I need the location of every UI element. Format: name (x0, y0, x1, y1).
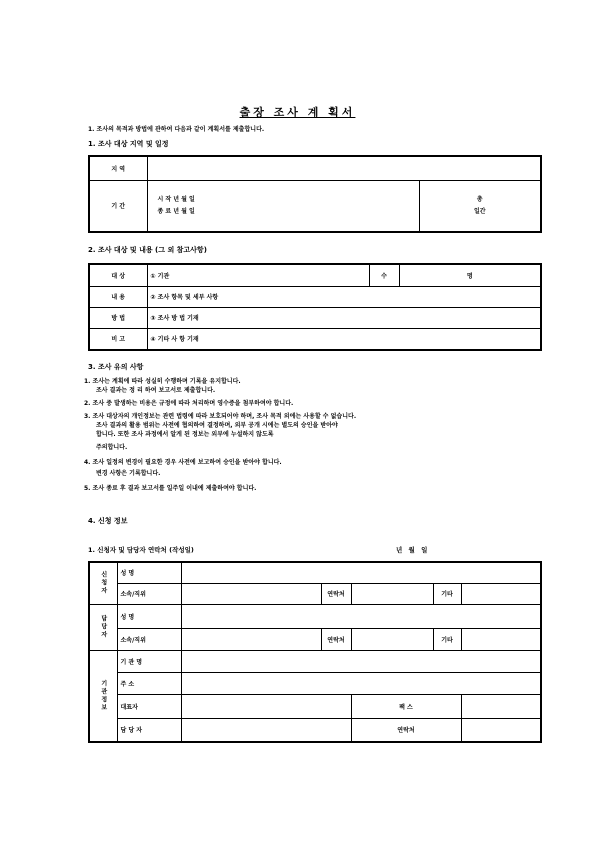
s1-total-line1: 총 (476, 195, 483, 203)
s1-total-line2: 일간 (473, 207, 486, 215)
g1-group-label: 신청자 (89, 562, 117, 604)
section-3-heading: 3. 조사 유의 사항 (88, 363, 144, 371)
s1-label-b: 기 간 (89, 180, 147, 232)
s1-period-cell[interactable] (147, 180, 419, 232)
g3-fax-value[interactable] (461, 694, 541, 718)
g3-tel-label: 연락처 (351, 718, 461, 742)
s2-row4-label: 비 고 (89, 328, 147, 350)
g3-fax-label: 팩 스 (351, 694, 461, 718)
g1-row1-value[interactable] (181, 562, 541, 583)
note-3: 3. 조사 대상자의 개인정보는 관련 법령에 따라 보호되어야 하며, 조사 목적 외에는 사용할 수 없습니다. (84, 413, 357, 420)
g3-row4-value[interactable] (181, 718, 351, 742)
g2-row1-label: 성 명 (117, 604, 181, 628)
g3-row4-label: 담 당 자 (117, 718, 181, 742)
g1-row1-label: 성 명 (117, 562, 181, 583)
s1-period-line1: 시 작 년 월 일 (157, 195, 195, 203)
g1-etc-value[interactable] (461, 583, 541, 604)
s2-row1-value2[interactable]: 명 (399, 264, 541, 286)
g1-row2-label: 소속/직위 (117, 583, 181, 604)
g2-tel-value[interactable] (351, 628, 433, 650)
s2-row2-value[interactable]: ② 조사 항목 및 세부 사항 (147, 286, 541, 307)
s2-row1-label: 대 상 (89, 264, 147, 286)
g3-row1-label: 기 관 명 (117, 650, 181, 672)
section-4-heading: 4. 신청 정보 (88, 517, 128, 525)
g3-row3-label: 대표자 (117, 694, 181, 718)
section-2-heading: 2. 조사 대상 및 내용 (그 외 참고사항) (88, 246, 207, 254)
note-3b: 조사 결과의 활용 범위는 사전에 협의하여 결정하며, 외부 공개 시에는 별도의 승인을 받아야 (96, 422, 338, 429)
g2-row1-value[interactable] (181, 604, 541, 628)
note-1b: 조사 결과는 정 리 하여 보고서로 제출합니다. (96, 387, 216, 394)
g3-row2-label: 주 소 (117, 672, 181, 694)
s2-row2-label: 내 용 (89, 286, 147, 307)
note-1: 1. 조사는 계획에 따라 성실히 수행하며 기록을 유지합니다. (84, 378, 241, 385)
g3-row3-value[interactable] (181, 694, 351, 718)
section-1-heading: 1. 조사 대상 지역 및 일정 (88, 140, 169, 148)
section-1-table (88, 155, 542, 233)
s2-row3-value[interactable]: ③ 조사 방 법 기재 (147, 307, 541, 328)
g2-etc-label: 기타 (433, 628, 461, 650)
s1-label-a: 지 역 (89, 156, 147, 180)
note-5: 5. 조사 종료 후 결과 보고서를 일주일 이내에 제출하여야 합니다. (84, 485, 257, 492)
g2-tel-label: 연락처 (321, 628, 351, 650)
document-title: 출장 조사 계 획서 (239, 106, 356, 119)
s2-row1-label2: 수 (369, 264, 399, 286)
g3-row2-value[interactable] (181, 672, 541, 694)
note-3d: 주의합니다. (96, 444, 128, 451)
g2-row2-label: 소속/직위 (117, 628, 181, 650)
g2-etc-value[interactable] (461, 628, 541, 650)
intro-text: 1. 조사의 목적과 방법에 관하여 다음과 같이 계획서를 제출합니다. (88, 126, 265, 133)
note-4: 4. 조사 일정의 변경이 필요한 경우 사전에 보고하여 승인을 받아야 합니다. (84, 459, 282, 466)
g2-group-label: 담당자 (89, 604, 117, 650)
note-3c: 합니다. 또한 조사 과정에서 알게 된 정보는 외부에 누설하지 않도록 (96, 431, 274, 438)
section-2-table (88, 263, 542, 351)
section-4-subheading: 1. 신청자 및 담당자 연락처 (작성일) (88, 546, 194, 554)
g3-group-label: 기관정보 (89, 650, 117, 742)
g1-tel-label: 연락처 (321, 583, 351, 604)
s1-value-a[interactable] (147, 156, 541, 180)
g1-etc-label: 기타 (433, 583, 461, 604)
s2-row3-label: 방 법 (89, 307, 147, 328)
s2-row1-value[interactable]: ① 기관 (147, 264, 369, 286)
section-4-table (88, 561, 542, 743)
g2-row2-value[interactable] (181, 628, 321, 650)
note-4b: 변경 사항은 기록합니다. (96, 470, 161, 477)
s1-period-line2: 종 료 년 월 일 (157, 207, 195, 215)
s1-total-cell[interactable] (419, 180, 541, 232)
g1-tel-value[interactable] (351, 583, 433, 604)
section-4-date[interactable]: 년 월 일 (396, 546, 430, 554)
notes-block (84, 377, 356, 493)
note-2: 2. 조사 중 발생하는 비용은 규정에 따라 처리하며 영수증을 첨부하여야 합니다. (84, 400, 294, 407)
g3-tel-value[interactable] (461, 718, 541, 742)
g1-row2-value[interactable] (181, 583, 321, 604)
g3-row1-value[interactable] (181, 650, 541, 672)
s2-row4-value[interactable]: ④ 기타 사 항 기재 (147, 328, 541, 350)
